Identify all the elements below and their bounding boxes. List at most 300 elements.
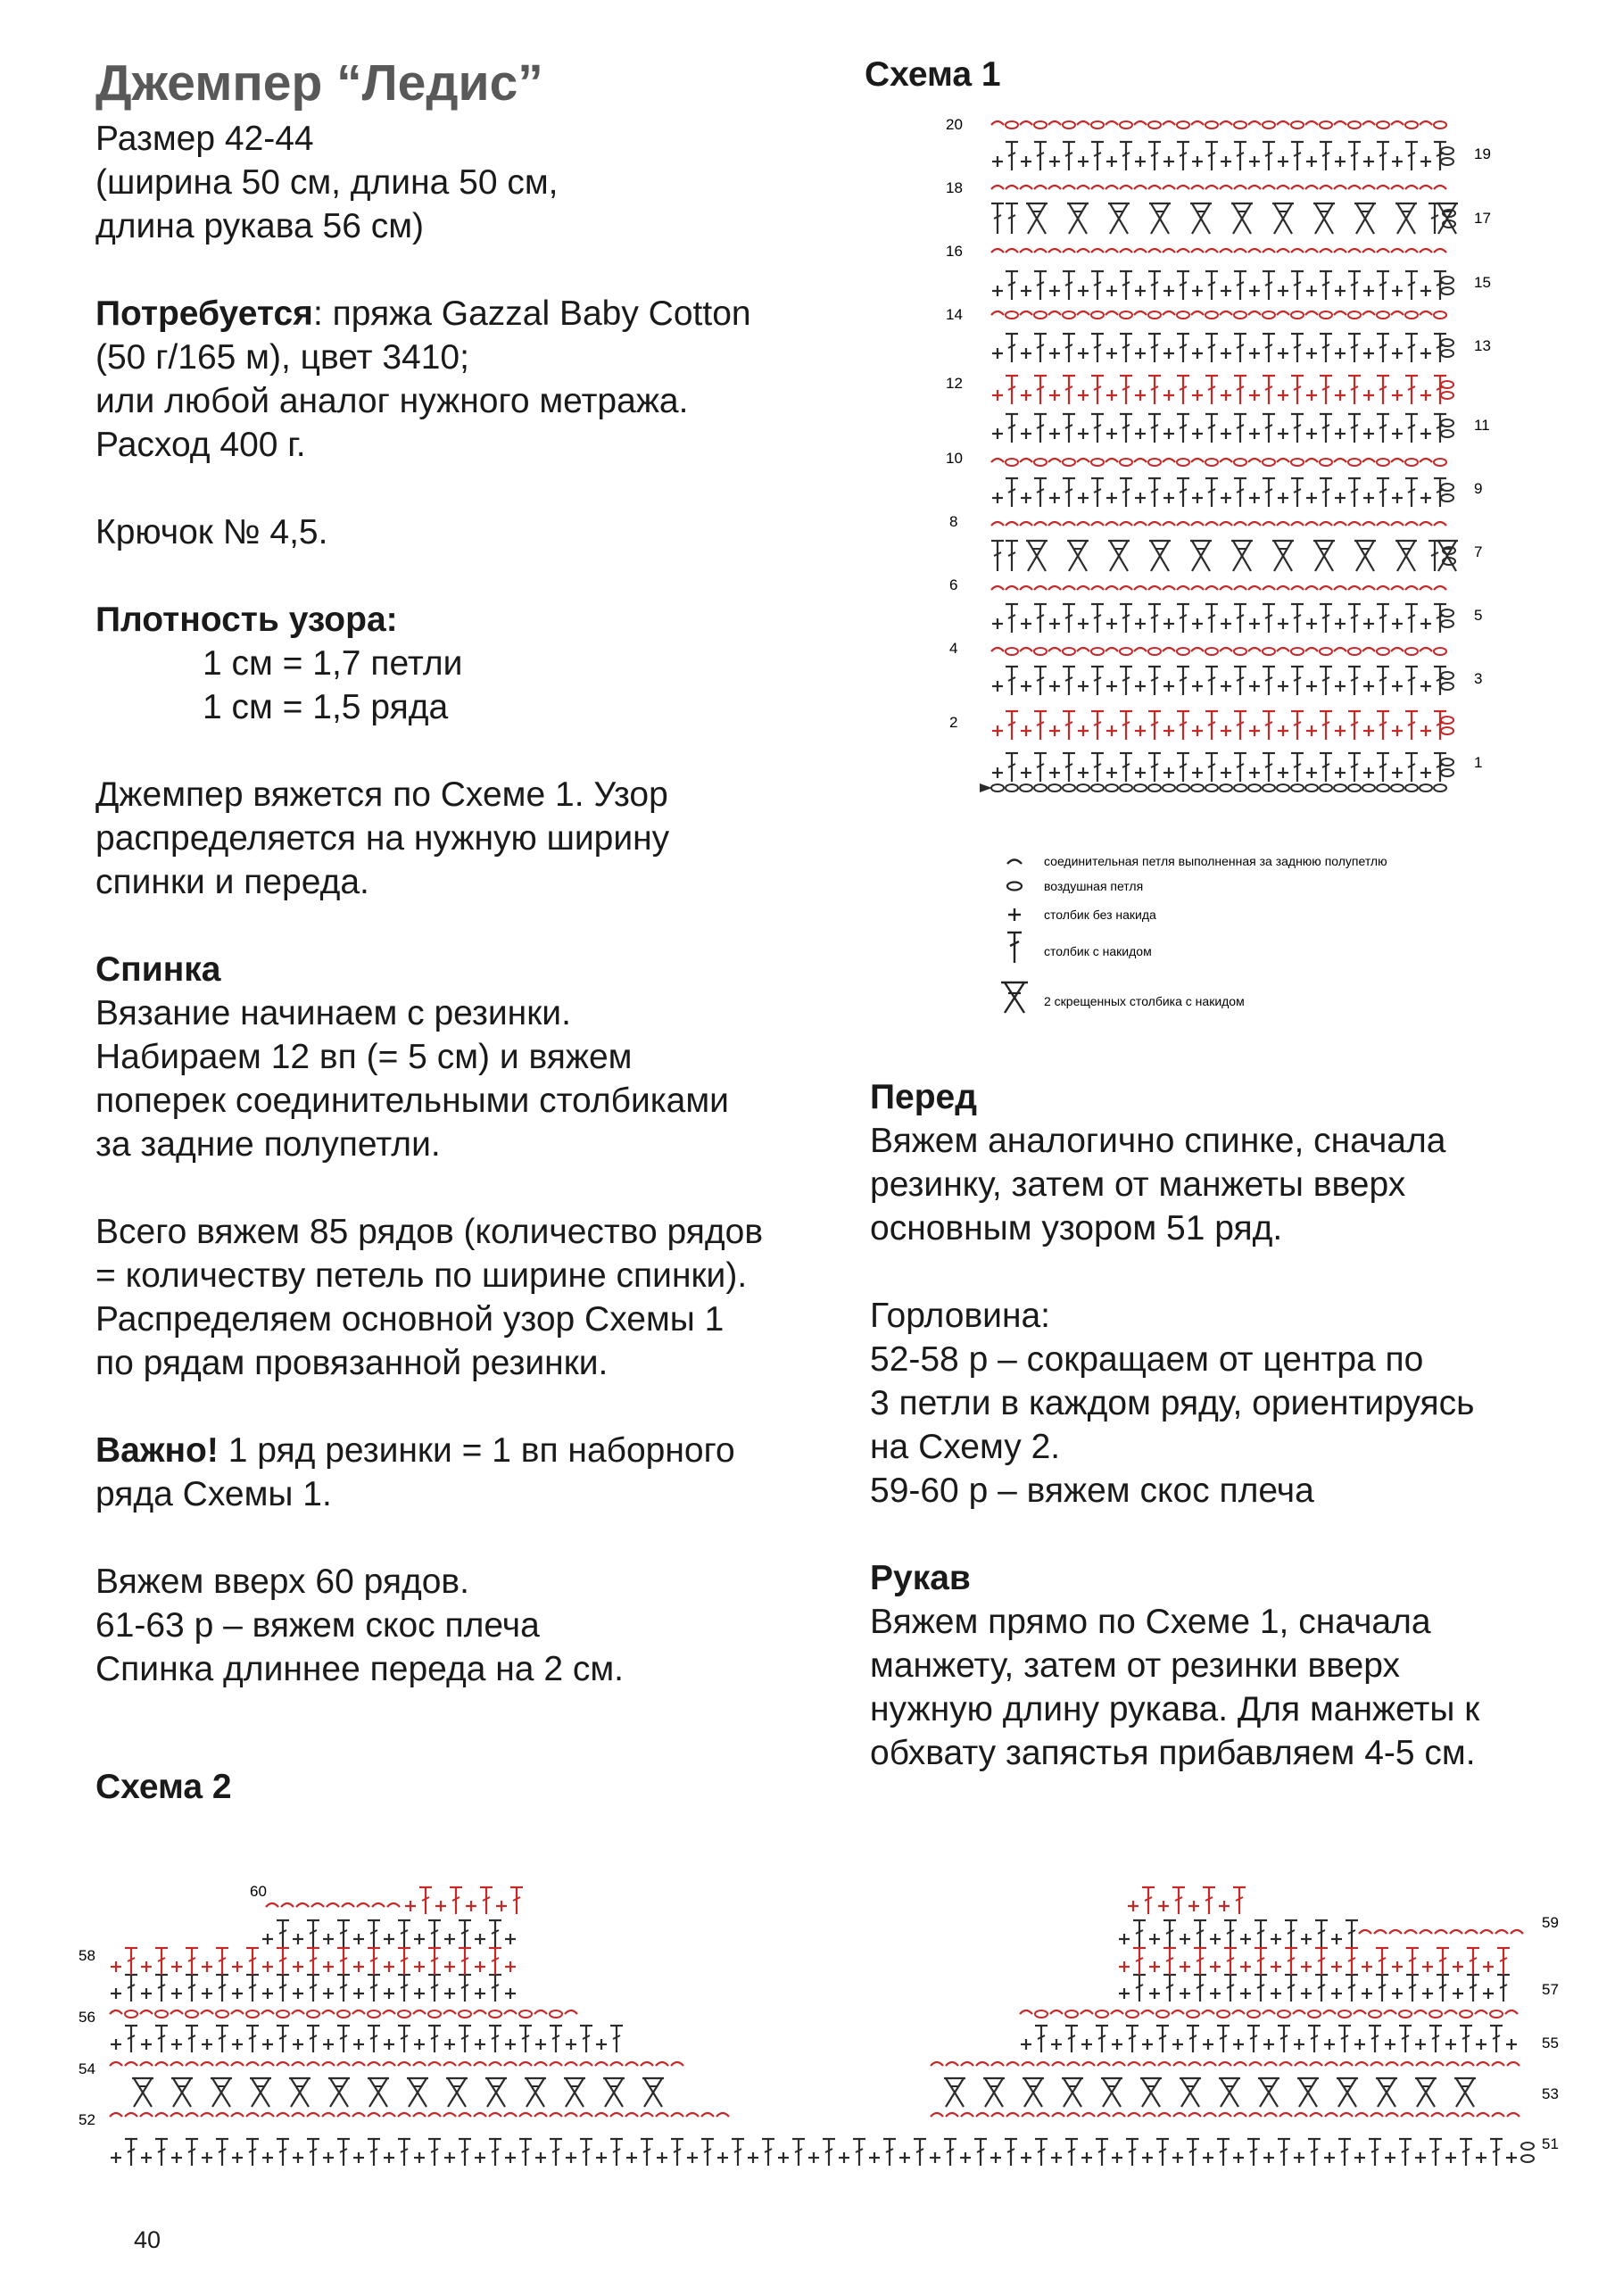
single-crochet-mark xyxy=(1172,2152,1183,2163)
double-crochet-mark xyxy=(550,2139,562,2166)
double-crochet-mark xyxy=(1133,1948,1146,1975)
double-crochet-mark xyxy=(1434,604,1446,633)
double-crochet-mark xyxy=(155,2026,168,2052)
single-crochet-mark xyxy=(1192,767,1203,778)
slip-stitch-mark xyxy=(1048,586,1061,590)
slip-stitch-mark xyxy=(1305,459,1318,462)
slip-stitch-mark xyxy=(1249,2062,1262,2066)
single-crochet-mark xyxy=(111,1988,121,1999)
single-crochet-mark xyxy=(384,2039,394,2050)
double-crochet-mark xyxy=(1120,271,1132,300)
slip-stitch-mark xyxy=(1434,522,1446,526)
slip-stitch-mark xyxy=(1234,2113,1246,2117)
single-crochet-mark xyxy=(202,1961,212,1972)
slip-stitch-mark xyxy=(1113,2062,1125,2066)
slip-stitch-mark xyxy=(550,2062,562,2066)
slip-stitch-mark xyxy=(1191,186,1204,189)
crossed-double-crochet-mark xyxy=(328,2078,350,2107)
chain-stitch-mark xyxy=(1291,311,1304,319)
legend-text: столбик с накидом xyxy=(1044,944,1152,958)
crossed-double-crochet-mark xyxy=(1023,2078,1044,2107)
single-crochet-mark xyxy=(1249,428,1260,439)
slip-stitch-mark xyxy=(1391,121,1404,125)
chain-stitch-mark xyxy=(1191,784,1204,792)
crossed-double-crochet-mark xyxy=(1067,203,1089,234)
single-crochet-mark xyxy=(1163,156,1174,167)
double-crochet-mark xyxy=(974,2139,987,2166)
chain-stitch-mark xyxy=(1134,784,1147,792)
single-crochet-mark xyxy=(1306,767,1317,778)
single-crochet-mark xyxy=(1483,1988,1494,1999)
slip-stitch-mark xyxy=(1477,2062,1489,2066)
slip-stitch-mark xyxy=(976,2062,989,2066)
double-crochet-mark xyxy=(1405,753,1418,782)
slip-stitch-mark xyxy=(1334,186,1346,189)
double-crochet-mark xyxy=(1263,478,1275,507)
single-crochet-mark xyxy=(1306,681,1317,692)
single-crochet-mark xyxy=(141,2039,152,2050)
slip-stitch-mark xyxy=(1492,2113,1504,2117)
legend-text: столбик без накида xyxy=(1044,908,1156,922)
slip-stitch-mark xyxy=(231,2113,244,2117)
legend-text: 2 скрещенных столбика с накидом xyxy=(1044,994,1245,1008)
single-crochet-mark xyxy=(323,2039,334,2050)
row-number: 19 xyxy=(1474,145,1491,162)
single-crochet-mark xyxy=(1163,681,1174,692)
slip-stitch-mark xyxy=(1006,2113,1019,2117)
single-crochet-mark xyxy=(1392,767,1403,778)
double-crochet-mark xyxy=(1091,414,1104,443)
double-crochet-mark xyxy=(1172,1887,1185,1914)
chain-stitch-mark xyxy=(1177,311,1189,319)
double-crochet-mark xyxy=(1224,1975,1237,2002)
slip-stitch-mark xyxy=(459,2062,471,2066)
slip-stitch-mark xyxy=(1431,2062,1444,2066)
slip-stitch-mark xyxy=(1420,459,1432,462)
slip-stitch-mark xyxy=(625,2113,638,2117)
crossed-double-crochet-mark xyxy=(1272,203,1294,234)
double-crochet-mark xyxy=(1091,478,1104,507)
slip-stitch-mark xyxy=(656,2062,668,2066)
double-crochet-mark xyxy=(1006,271,1018,300)
slip-stitch-mark xyxy=(1355,2062,1368,2066)
slip-stitch-mark xyxy=(140,2113,153,2117)
slip-stitch-mark xyxy=(352,2010,365,2014)
single-crochet-mark xyxy=(1306,428,1317,439)
slip-stitch-mark xyxy=(459,2113,471,2117)
single-crochet-mark xyxy=(1210,1988,1221,1999)
chain-stitch-mark xyxy=(1006,784,1018,792)
slip-stitch-mark xyxy=(1420,648,1432,651)
chain-stitch-mark xyxy=(1441,620,1453,627)
chain-stitch-mark xyxy=(1148,648,1161,655)
single-crochet-mark xyxy=(1363,767,1374,778)
materials-line: Расход 400 г. xyxy=(95,425,306,464)
single-crochet-mark xyxy=(1158,1901,1169,1911)
single-crochet-mark xyxy=(1240,1961,1251,1972)
double-crochet-mark xyxy=(701,2139,714,2166)
chain-stitch-mark xyxy=(1338,2010,1351,2018)
crossed-double-crochet-mark xyxy=(1231,203,1253,234)
double-crochet-mark xyxy=(1006,203,1018,234)
slip-stitch-mark xyxy=(1063,586,1075,590)
slip-stitch-mark xyxy=(231,2062,244,2066)
crossed-double-crochet-icon xyxy=(1001,982,1028,1013)
slip-stitch-mark xyxy=(1177,522,1189,526)
single-crochet-mark xyxy=(171,2152,182,2163)
slip-stitch-mark xyxy=(1067,2062,1080,2066)
chain-stitch-mark xyxy=(1441,392,1453,399)
double-crochet-mark xyxy=(1177,271,1189,300)
crossed-double-crochet-mark xyxy=(1067,541,1089,571)
chain-stitch-mark xyxy=(1377,311,1389,319)
slip-stitch-mark xyxy=(1105,311,1118,315)
slip-stitch-mark xyxy=(504,2062,517,2066)
double-crochet-mark xyxy=(1291,753,1304,782)
chain-stitch-mark xyxy=(1263,459,1275,466)
single-crochet-mark xyxy=(505,1934,516,1944)
slip-stitch-mark xyxy=(1048,648,1061,651)
double-crochet-mark xyxy=(1205,711,1218,740)
double-crochet-mark xyxy=(368,1920,380,1947)
single-crochet-mark xyxy=(1119,1961,1130,1972)
slip-stitch-mark xyxy=(1205,586,1218,590)
slip-stitch-mark xyxy=(1348,186,1361,189)
chain-stitch-mark xyxy=(1320,648,1332,655)
row-number: 51 xyxy=(1542,2135,1559,2152)
single-crochet-mark xyxy=(1049,390,1060,401)
double-crochet-mark xyxy=(1247,2026,1260,2052)
crossed-double-crochet-mark xyxy=(1337,2078,1358,2107)
single-crochet-mark xyxy=(1135,681,1146,692)
slip-stitch-mark xyxy=(1348,586,1361,590)
double-crochet-mark xyxy=(580,2139,592,2166)
chain-stitch-mark xyxy=(1126,2010,1139,2018)
slip-stitch-mark xyxy=(296,1903,309,1907)
single-crochet-mark xyxy=(1163,493,1174,503)
double-crochet-mark xyxy=(1091,604,1104,633)
double-crochet-mark xyxy=(1187,2026,1199,2052)
single-crochet-mark xyxy=(141,2152,152,2163)
double-crochet-mark xyxy=(1405,604,1418,633)
double-crochet-mark xyxy=(1234,604,1246,633)
double-crochet-mark xyxy=(337,1975,350,2002)
double-crochet-mark xyxy=(1377,753,1389,782)
slip-stitch-mark xyxy=(1205,522,1218,526)
double-crochet-mark xyxy=(1120,753,1132,782)
single-crochet-mark xyxy=(1106,618,1117,629)
back-line: по рядам провязанной резинки. xyxy=(95,1343,609,1382)
chain-stitch-mark xyxy=(1234,311,1246,319)
slip-stitch-mark xyxy=(1128,2113,1140,2117)
back-line: Набираем 12 вп (= 5 см) и вяжем xyxy=(95,1037,633,1076)
single-crochet-mark xyxy=(232,2039,243,2050)
chain-stitch-mark xyxy=(1034,459,1047,466)
single-crochet-mark xyxy=(1051,2152,1062,2163)
slip-stitch-mark xyxy=(565,2062,577,2066)
slip-stitch-mark xyxy=(1202,2010,1214,2014)
slip-stitch-mark xyxy=(1359,1930,1371,1934)
sleeve-line: обхвату запястья прибавляем 4-5 см. xyxy=(870,1734,1476,1772)
double-crochet-mark xyxy=(1187,2139,1199,2166)
chain-stitch-mark xyxy=(1441,484,1453,491)
slip-stitch-mark xyxy=(1082,2062,1095,2066)
slip-stitch-mark xyxy=(277,2113,289,2117)
single-crochet-mark xyxy=(1135,390,1146,401)
schema1-row-numbers-left xyxy=(946,116,963,731)
single-crochet-mark xyxy=(1106,725,1117,736)
single-crochet-mark xyxy=(1445,2039,1456,2050)
slip-stitch-mark xyxy=(1143,2062,1155,2066)
slip-stitch-mark xyxy=(489,2062,501,2066)
single-crochet-mark xyxy=(1192,618,1203,629)
single-crochet-mark xyxy=(1119,1988,1130,1999)
single-crochet-mark xyxy=(1163,390,1174,401)
single-crochet-mark xyxy=(475,1961,485,1972)
single-crochet-mark xyxy=(1354,2039,1365,2050)
single-crochet-mark xyxy=(1078,725,1089,736)
chain-stitch-mark xyxy=(155,2010,168,2018)
slip-stitch-mark xyxy=(1334,648,1346,651)
double-crochet-mark xyxy=(1234,142,1246,170)
double-crochet-mark xyxy=(1369,2139,1381,2166)
double-crochet-mark xyxy=(1148,478,1161,507)
slip-stitch-mark xyxy=(1416,2113,1428,2117)
slip-stitch-mark xyxy=(1020,459,1032,462)
chain-stitch-mark xyxy=(1278,2010,1290,2018)
slip-stitch-mark xyxy=(1320,586,1332,590)
double-crochet-mark xyxy=(1120,478,1132,507)
single-crochet-mark xyxy=(1278,428,1288,439)
double-crochet-mark xyxy=(1005,2139,1017,2166)
double-crochet-mark xyxy=(459,2026,471,2052)
slip-stitch-mark xyxy=(1389,1930,1402,1934)
chain-stitch-mark xyxy=(1205,311,1218,319)
slip-stitch-mark xyxy=(1219,2113,1231,2117)
single-crochet-mark xyxy=(1249,681,1260,692)
slip-stitch-mark xyxy=(140,2010,153,2014)
chain-stitch-mark xyxy=(1460,2010,1472,2018)
slip-stitch-mark xyxy=(1495,1930,1508,1934)
slip-stitch-mark xyxy=(246,2062,259,2066)
single-crochet-mark xyxy=(1445,2152,1456,2163)
chain-stitch-mark xyxy=(1205,648,1218,655)
double-crochet-mark xyxy=(1148,667,1161,695)
single-crochet-mark xyxy=(1354,2152,1365,2163)
single-crochet-mark xyxy=(1119,1934,1130,1944)
slip-stitch-mark xyxy=(1048,522,1061,526)
double-crochet-mark xyxy=(1234,753,1246,782)
single-crochet-mark xyxy=(748,2152,758,2163)
slip-stitch-mark xyxy=(383,2062,395,2066)
double-crochet-mark xyxy=(277,2026,289,2052)
slip-stitch-mark xyxy=(1277,121,1289,125)
chain-stitch-mark xyxy=(1348,311,1361,319)
chain-stitch-mark xyxy=(368,2010,380,2018)
row-number: 58 xyxy=(79,1947,95,1964)
slip-stitch-mark xyxy=(1020,311,1032,315)
single-crochet-mark xyxy=(1049,618,1060,629)
chain-stitch-mark xyxy=(1177,784,1189,792)
density-heading: Плотность узора: xyxy=(95,600,398,639)
single-crochet-mark xyxy=(323,1988,334,1999)
double-crochet-mark xyxy=(1434,667,1446,695)
slip-stitch-mark xyxy=(1148,522,1161,526)
slip-stitch-mark xyxy=(1063,249,1075,253)
double-crochet-mark xyxy=(1263,376,1275,404)
chain-stitch-mark xyxy=(1441,158,1453,165)
slip-stitch-mark xyxy=(307,2113,319,2117)
double-crochet-mark xyxy=(480,1887,493,1914)
slip-stitch-mark xyxy=(110,2113,122,2117)
single-crochet-mark xyxy=(1392,156,1403,167)
double-crochet-mark xyxy=(1263,667,1275,695)
single-crochet-mark xyxy=(1112,2039,1122,2050)
slip-stitch-mark xyxy=(1148,249,1161,253)
slip-stitch-mark xyxy=(1305,586,1318,590)
single-crochet-mark xyxy=(1306,156,1317,167)
single-crochet-mark xyxy=(992,286,1003,296)
single-crochet-mark xyxy=(1135,286,1146,296)
double-crochet-mark xyxy=(610,2026,623,2052)
chain-stitch-mark xyxy=(1091,121,1104,128)
slip-stitch-mark xyxy=(1234,186,1246,189)
row-number: 9 xyxy=(1474,480,1483,497)
double-crochet-mark xyxy=(1120,711,1132,740)
single-crochet-mark xyxy=(1192,725,1203,736)
slip-stitch-mark xyxy=(1291,522,1304,526)
single-crochet-mark xyxy=(930,2152,940,2163)
slip-stitch-mark xyxy=(641,2062,653,2066)
chain-stitch-mark xyxy=(1205,121,1218,128)
slip-stitch-mark xyxy=(550,2113,562,2117)
slip-stitch-mark xyxy=(1334,459,1346,462)
double-crochet-mark xyxy=(1434,478,1446,507)
double-crochet-mark xyxy=(277,2139,289,2166)
slip-stitch-mark xyxy=(1120,186,1132,189)
chain-stitch-mark xyxy=(1148,121,1161,128)
double-crochet-mark xyxy=(1120,334,1132,362)
row-number: 18 xyxy=(946,179,963,196)
slip-stitch-mark xyxy=(383,2113,395,2117)
single-crochet-mark xyxy=(384,1961,394,1972)
single-crochet-mark xyxy=(414,2039,425,2050)
double-crochet-mark xyxy=(489,2139,501,2166)
slip-stitch-mark xyxy=(201,2010,213,2014)
slip-stitch-mark xyxy=(140,2062,153,2066)
double-crochet-mark xyxy=(1120,142,1132,170)
single-crochet-mark xyxy=(1278,348,1288,359)
slip-stitch-mark xyxy=(1431,2113,1444,2117)
single-crochet-mark xyxy=(1221,725,1231,736)
chain-stitch-mark xyxy=(1434,311,1446,319)
single-crochet-mark xyxy=(1324,2152,1335,2163)
slip-stitch-mark xyxy=(1234,249,1246,253)
slip-stitch-mark xyxy=(1120,586,1132,590)
slip-stitch-mark xyxy=(1248,522,1261,526)
slip-stitch-mark xyxy=(1077,459,1089,462)
single-crochet-mark xyxy=(1249,156,1260,167)
slip-stitch-mark xyxy=(519,2113,532,2117)
slip-stitch-mark xyxy=(1277,459,1289,462)
slip-stitch-mark xyxy=(1405,186,1418,189)
double-crochet-mark xyxy=(1434,376,1446,404)
chain-stitch-mark xyxy=(1291,784,1304,792)
single-crochet-mark xyxy=(1420,348,1431,359)
row-number: 52 xyxy=(79,2111,95,2128)
slip-stitch-mark xyxy=(1401,2062,1413,2066)
slip-stitch-mark xyxy=(1405,522,1418,526)
single-crochet-mark xyxy=(444,2152,455,2163)
double-crochet-mark xyxy=(1348,414,1361,443)
slip-stitch-mark xyxy=(991,648,1004,651)
slip-stitch-mark xyxy=(1063,522,1075,526)
single-crochet-mark xyxy=(1106,286,1117,296)
double-crochet-mark xyxy=(1376,1948,1388,1975)
double-crochet-mark xyxy=(368,1948,380,1975)
double-crochet-mark xyxy=(1429,2026,1442,2052)
slip-stitch-mark xyxy=(489,2113,501,2117)
double-crochet-mark xyxy=(307,2026,319,2052)
chain-stitch-mark xyxy=(1217,2010,1230,2018)
slip-stitch-mark xyxy=(534,2113,547,2117)
single-crochet-mark xyxy=(1049,725,1060,736)
chain-stitch-mark xyxy=(1063,648,1075,655)
double-crochet-mark xyxy=(1377,604,1389,633)
back-line: 61-63 р – вяжем скос плеча xyxy=(95,1605,540,1645)
slip-stitch-mark xyxy=(1148,586,1161,590)
single-crochet-mark xyxy=(1192,493,1203,503)
crossed-double-crochet-mark xyxy=(1297,2078,1319,2107)
materials-text: : пряжа Gazzal Baby Cotton xyxy=(312,294,751,333)
slip-stitch-mark xyxy=(961,2062,973,2066)
single-crochet-mark xyxy=(1078,618,1089,629)
chain-stitch-mark xyxy=(1308,2010,1321,2018)
double-crochet-mark xyxy=(1177,414,1189,443)
double-crochet-mark xyxy=(368,2139,380,2166)
single-crochet-mark xyxy=(992,725,1003,736)
double-crochet-mark xyxy=(914,2139,926,2166)
chain-stitch-mark xyxy=(1320,459,1332,466)
single-crochet-mark xyxy=(505,1961,516,1972)
chain-stitch-mark xyxy=(991,784,1004,792)
double-crochet-mark xyxy=(1148,604,1161,633)
double-crochet-mark xyxy=(337,2026,350,2052)
row-number: 4 xyxy=(949,640,958,657)
back-line: Вязание начинаем с резинки. xyxy=(95,993,571,1032)
crossed-double-crochet-mark xyxy=(446,2078,468,2107)
double-crochet-mark xyxy=(991,541,1004,571)
single-crochet-mark xyxy=(1210,1934,1221,1944)
size-line: длина рукава 56 см) xyxy=(95,206,425,245)
row-number: 55 xyxy=(1542,2035,1559,2051)
intro-line: Джемпер вяжется по Схеме 1. Узор xyxy=(95,775,668,814)
crossed-double-crochet-mark xyxy=(1354,203,1376,234)
single-crochet-mark xyxy=(1301,1988,1312,1999)
double-crochet-mark xyxy=(1234,271,1246,300)
double-crochet-mark xyxy=(1338,2139,1351,2166)
double-crochet-mark xyxy=(1063,376,1075,404)
chain-stitch-mark xyxy=(1006,311,1018,319)
crossed-double-crochet-mark xyxy=(1415,2078,1437,2107)
slip-stitch-mark xyxy=(1248,311,1261,315)
single-crochet-mark xyxy=(1172,2039,1183,2050)
double-crochet-mark xyxy=(489,1920,501,1947)
chain-stitch-mark xyxy=(1156,2010,1169,2018)
single-crochet-mark xyxy=(717,2152,728,2163)
single-crochet-mark xyxy=(111,2039,121,2050)
chain-stitch-mark xyxy=(1120,121,1132,128)
